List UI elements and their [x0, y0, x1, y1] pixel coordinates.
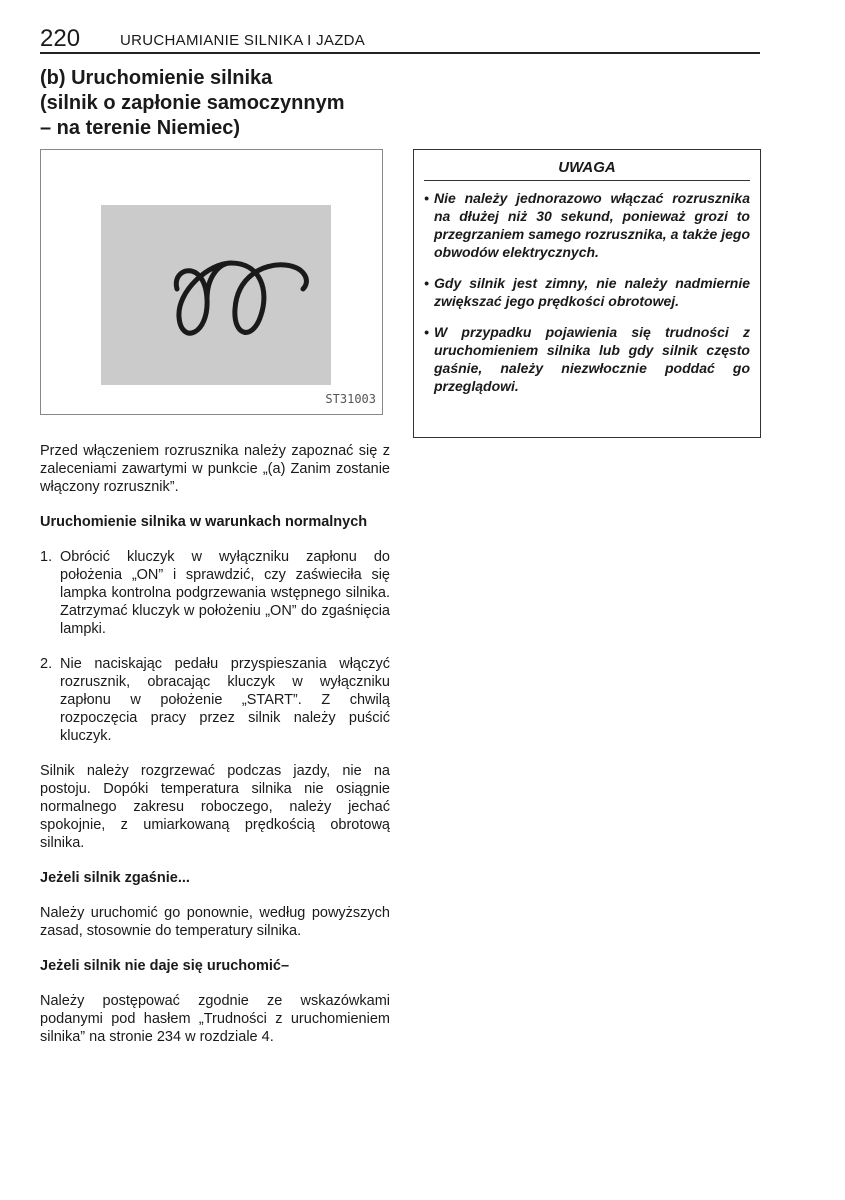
bullet-icon: • [424, 275, 429, 291]
warmup-paragraph: Silnik należy rozgrzewać podczas jazdy, nie na postoju. Dopóki temperatura silnika nie osiągnie normalnego zakresu roboczego, należy jechać spokojnie, z umiarkowaną prędkością obrotową silnika. [40, 763, 390, 851]
section-title [40, 66, 400, 141]
stall-paragraph: Należy uruchomić go ponownie, według powyższych zasad, stosownie do temperatury silnika. [40, 905, 390, 939]
section-title-line-1: (b) Uruchomienie silnika [40, 67, 273, 89]
section-title-line-2: (silnik o zapłonie samoczynnym [40, 92, 345, 114]
section-title-line-3: – na terenie Niemiec) [40, 117, 241, 139]
body-text [40, 442, 390, 1063]
chapter-title: URUCHAMIANIE SILNIKA I JAZDA [120, 32, 366, 49]
warning-box [413, 149, 761, 438]
start-steps-list [40, 548, 390, 745]
bullet-icon: • [424, 190, 429, 206]
warning-list [424, 189, 750, 395]
warning-item: • Nie należy jednorazowo włączać rozrusznika na dłużej niż 30 sekund, ponieważ grozi to przegrzaniem samego rozrusznika, a także jego obwodów elektrycznych. [424, 190, 750, 260]
nostart-paragraph: Należy postępować zgodnie ze wskazówkami podanymi pod hasłem „Trudności z uruchomieniem silnika” na stronie 234 w rozdziale 4. [40, 993, 390, 1045]
figure-code: ST31003 [325, 392, 376, 406]
list-item: 1. Obrócić kluczyk w wyłączniku zapłonu do położenia „ON” i sprawdzić, czy zaświeciła się lampka kontrolna podgrzewania wstępnego silnika. Zatrzymać kluczyk w położeniu „ON” do zgaśnięcia lampki. [40, 549, 390, 637]
warning-item: • Gdy silnik jest zimny, nie należy nadmiernie zwiększać jego prędkości obrotowej. [424, 275, 750, 309]
normal-start-heading: Uruchomienie silnika w warunkach normalnych [40, 514, 368, 530]
glow-plug-coil-icon [101, 205, 331, 385]
stall-heading: Jeżeli silnik zgaśnie... [40, 870, 190, 886]
list-item: 2. Nie naciskając pedału przyspieszania włączyć rozrusznik, obracając kluczyk w wyłączniku zapłonu w położenie „START”. Z chwilą rozpoczęcia pracy przez silnik należy puścić kluczyk. [40, 656, 390, 744]
glow-plug-illustration [40, 149, 383, 415]
bullet-icon: • [424, 324, 429, 340]
nostart-heading: Jeżeli silnik nie daje się uruchomić– [40, 958, 290, 974]
warning-item: • W przypadku pojawienia się trudności z uruchomieniem silnika lub gdy silnik często gaśnie, należy niezwłocznie poddać go przeglądowi. [424, 324, 750, 394]
page-number: 220 [40, 25, 81, 52]
page-header [40, 26, 760, 54]
intro-paragraph: Przed włączeniem rozrusznika należy zapoznać się z zaleceniami zawartymi w punkcie „(a) Zanim zostanie włączony rozrusznik”. [40, 443, 390, 495]
glow-plug-indicator-panel [101, 205, 331, 385]
warning-title: UWAGA [424, 159, 750, 181]
